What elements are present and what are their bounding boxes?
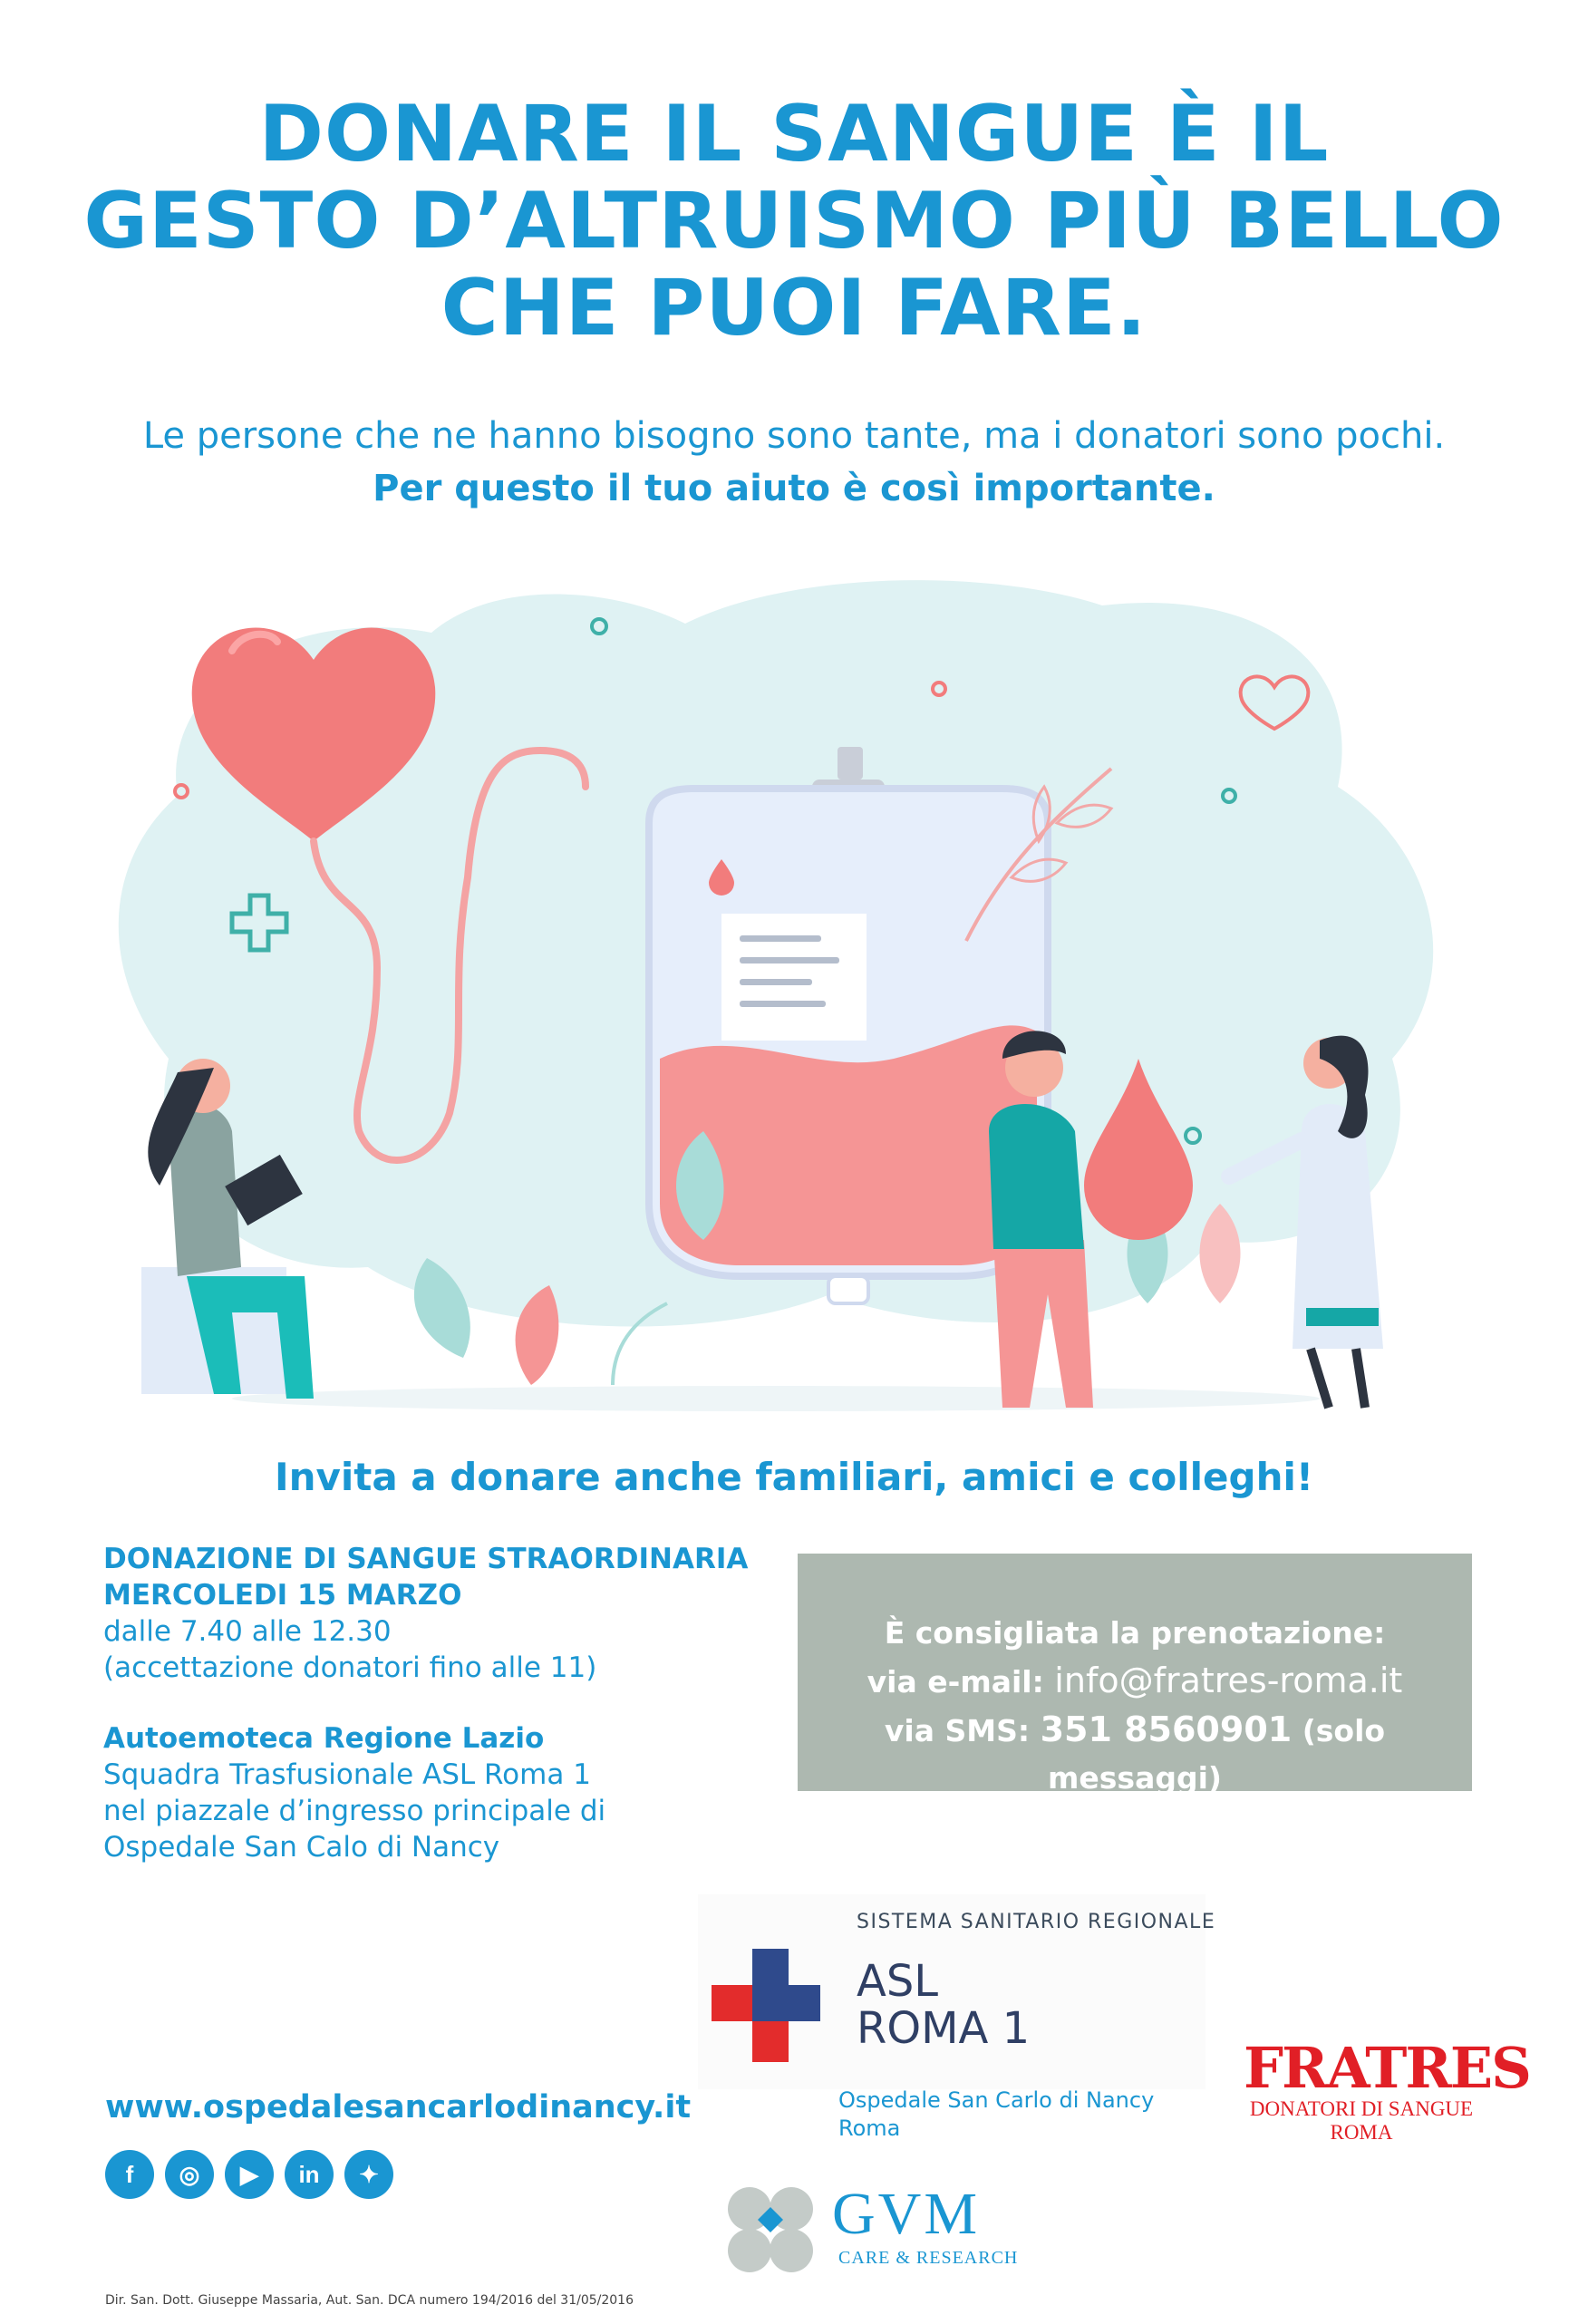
headline-line-2: GESTO D’ALTRUISMO PIÙ BELLO: [83, 176, 1505, 266]
twitter-icon[interactable]: ✦: [344, 2150, 393, 2199]
email-prefix: via e-mail:: [867, 1664, 1055, 1699]
unit-line-1: Squadra Trasfusionale ASL Roma 1: [103, 1758, 591, 1791]
fratres-wordmark: FRATRES: [1244, 2035, 1530, 2101]
asl-name: [857, 1958, 1030, 2052]
asl-cross-icon: [712, 1949, 820, 2067]
event-hours: dalle 7.40 alle 12.30: [103, 1615, 392, 1648]
sms-prefix: via SMS:: [884, 1713, 1041, 1748]
hospital-line-1: Ospedale San Carlo di Nancy: [838, 2087, 1155, 2113]
fratres-logo: [1244, 2035, 1530, 2145]
instagram-icon[interactable]: ◎: [165, 2150, 214, 2199]
fratres-line-2: ROMA: [1330, 2121, 1393, 2144]
booking-title: È consigliata la prenotazione:: [884, 1615, 1386, 1651]
booking-sms-number[interactable]: 351 8560901: [1040, 1709, 1293, 1749]
headline-line-1: DONARE IL SANGUE È IL: [258, 89, 1330, 179]
headline: [0, 91, 1588, 352]
sms-note: (solo messaggi): [1048, 1713, 1386, 1796]
subheadline-line-2: Per questo il tuo aiuto è così importante.: [373, 468, 1215, 509]
man-torso: [989, 1104, 1084, 1249]
bag-label: [721, 914, 867, 1041]
subheadline-line-1: Le persone che ne hanno bisogno sono tante, ma i donatori sono pochi.: [142, 415, 1446, 457]
event-acceptance: (accettazione donatori fino alle 11): [103, 1651, 597, 1684]
website-link[interactable]: www.ospedalesancarlodinancy.it: [105, 2089, 692, 2125]
youtube-icon[interactable]: ▶: [225, 2150, 274, 2199]
event-date: MERCOLEDI 15 MARZO: [103, 1579, 462, 1612]
social-icons: [105, 2150, 393, 2199]
gvm-tagline: CARE & RESEARCH: [838, 2248, 1019, 2268]
gvm-name: GVM: [832, 2181, 981, 2247]
blood-donation-illustration: [105, 551, 1470, 1448]
linkedin-icon[interactable]: in: [285, 2150, 334, 2199]
asl-system-label: SISTEMA SANITARIO REGIONALE: [857, 1911, 1216, 1933]
subheadline: [0, 410, 1588, 515]
gvm-clover-icon: [721, 2180, 820, 2289]
booking-box: [798, 1554, 1472, 1796]
headline-line-3: CHE PUOI FARE.: [441, 263, 1147, 353]
event-title-1: DONAZIONE DI SANGUE STRAORDINARIA: [103, 1543, 749, 1575]
legal-note: Dir. San. Dott. Giuseppe Massaria, Aut. San. DCA numero 194/2016 del 31/05/2016: [105, 2293, 634, 2308]
booking-email-line: [798, 1657, 1472, 1706]
hospital-line-2: Roma: [838, 2116, 901, 2141]
booking-sms-line: [798, 1706, 1472, 1802]
facebook-icon[interactable]: f: [105, 2150, 154, 2199]
fratres-line-1: DONATORI DI SANGUE: [1249, 2097, 1474, 2120]
hospital-name: [838, 2087, 1154, 2143]
unit-line-2: nel piazzale d’ingresso principale di: [103, 1795, 606, 1827]
asl-name-line-2: ROMA 1: [857, 2003, 1031, 2054]
bag-cap: [838, 747, 863, 780]
man-legs: [993, 1240, 1093, 1408]
event-details: [103, 1541, 810, 1865]
unit-title: Autoemoteca Regione Lazio: [103, 1722, 545, 1755]
booking-email-link[interactable]: info@fratres-roma.it: [1054, 1661, 1403, 1700]
unit-line-3: Ospedale San Calo di Nancy: [103, 1831, 500, 1864]
asl-name-line-1: ASL: [857, 1956, 939, 2007]
invite-text: Invita a donare anche familiari, amici e colleghi!: [274, 1455, 1314, 1499]
